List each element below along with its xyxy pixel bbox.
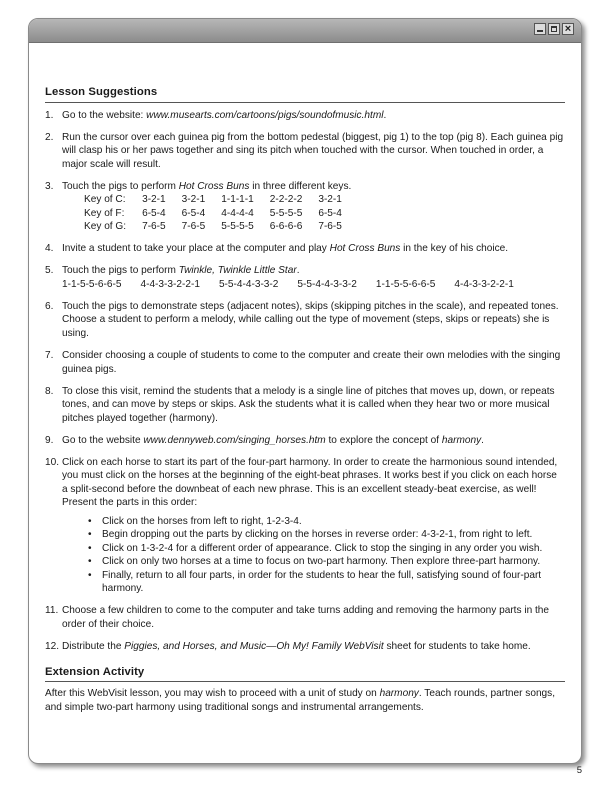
window-controls <box>534 23 574 35</box>
page-number: 5 <box>576 765 582 776</box>
list-item: 4. Invite a student to take your place at the computer and play Hot Cross Buns in the key of his choice. <box>45 243 509 255</box>
list-item: 6. Touch the pigs to demonstrate steps (adjacent notes), skips (skipping pitches in the scale), and repeated tones. Choose a student to perform a melody, while calling out the type of movement (steps, skips or repeats) she is using. <box>45 300 559 339</box>
window-frame <box>28 18 582 764</box>
extension-activity-heading: Extension Activity <box>45 666 565 683</box>
list-item: 11. Choose a few children to come to the computer and take turns adding and removing the harmony parts in the order of their choice. <box>45 605 550 630</box>
lesson-list <box>45 109 565 654</box>
song-title: Hot Cross Buns <box>178 180 250 192</box>
twinkle-phrases: 1-1-5-5-6-6-5 4-4-3-3-2-2-1 5-5-4-4-3-3-2 5-5-4-4-3-3-2 1-1-5-5-6-6-5 4-4-3-3-2-2-1 <box>62 278 514 290</box>
page-content <box>29 43 581 714</box>
song-title: Hot Cross Buns <box>329 243 401 255</box>
table-row: Key of C: 3-2-1 3-2-1 1-1-1-1 2-2-2-2 3-2-1 <box>84 194 342 206</box>
lesson-suggestions-heading: Lesson Suggestions <box>45 86 565 103</box>
extension-text: After this WebVisit lesson, you may wish to proceed with a unit of study on harmony. Teach rounds, partner songs, and simple two-part harmony using traditional songs and instrumental arrangements. <box>45 688 556 713</box>
bullet-item: • Finally, return to all four parts, in order for the students to hear the full, satisfying sound of four-part harmony. <box>88 569 565 596</box>
list-item: 12. Distribute the Piggies, and Horses, and Music—Oh My! Family WebVisit sheet for students to take home. <box>45 641 531 653</box>
list-item: 3. Touch the pigs to perform Hot Cross Buns in three different keys. Key of C: 3-2-1 3-2-1 1-1-1-1 2-2-2-2 3-2-1 Key of F: 6-5-4 6-5-4 4-4-4-4 5-5-5-5 6-5-4 Key of G: 7-6-5 7-6-5 5-5-5-5 6-6-6-6 7-6-5 <box>45 180 565 234</box>
song-title: Twinkle, Twinkle Little Star <box>178 265 297 277</box>
list-item: 8. To close this visit, remind the students that a melody is a single line of pitches that moves up, down, or repeats tones, and can move by steps or skips. Ask the students what it is called when they hear two or more musical pitches played together (harmony). <box>45 385 555 424</box>
list-item: 2. Run the cursor over each guinea pig from the bottom pedestal (biggest, pig 1) to the top (pig 8). Each guinea pig will clasp his or her paws together and sing its pitch when touched with the cursor. When touched in order, a major scale will result. <box>45 131 564 170</box>
term-harmony: harmony <box>379 688 419 700</box>
close-icon[interactable]: × <box>562 23 574 35</box>
table-row: Key of G: 7-6-5 7-6-5 5-5-5-5 6-6-6-6 7-6-5 <box>84 221 342 233</box>
list-item: 7. Consider choosing a couple of students to come to the computer and create their own melodies with the singing guinea pigs. <box>45 350 561 375</box>
list-item: 1. Go to the website: www.musearts.com/cartoons/pigs/soundofmusic.html. <box>45 109 387 121</box>
key-table <box>84 193 358 234</box>
list-item: 9. Go to the website www.dennyweb.com/singing_horses.htm to explore the concept of harmony. <box>45 434 484 446</box>
bullet-item: • Click on the horses from left to right, 1-2-3-4. <box>88 515 565 529</box>
list-item: 10. Click on each horse to start its part of the four-part harmony. In order to create the harmonious sound intended, you must click on the horses at the beginning of the eight-beat phrases. It works best if you click on each horse a split-second before the downbeat of each new phrase. This is an excellent steady-beat exercise, as well! Present the parts in this order: • Click on the horses from left to right, 1-2-3-4. • Begin dropping out the parts by clicking on the horses in reverse order: 4-3-2-1, from right to left. • Click on 1-3-2-4 for a different order of appearance. Click to stop the singing in any order you wish. • Click on only two horses at a time to focus on two-part harmony. Then explore three-part harmony. • Finally, return to all four parts, in order for the students to hear the full, satisfying sound of four-part harmony. <box>45 456 565 596</box>
bullet-item: • Click on 1-3-2-4 for a different order of appearance. Click to stop the singing in any order you wish. <box>88 542 565 556</box>
term-harmony: harmony <box>441 434 482 446</box>
horse-order-list <box>62 515 565 596</box>
title-bar <box>29 19 581 43</box>
minimize-icon[interactable] <box>534 23 546 35</box>
musearts-link[interactable]: www.musearts.com/cartoons/pigs/soundofmusic.html <box>146 109 384 121</box>
dennyweb-link[interactable]: www.dennyweb.com/singing_horses.htm <box>143 434 326 446</box>
maximize-icon[interactable] <box>548 23 560 35</box>
bullet-item: • Click on only two horses at a time to focus on two-part harmony. Then explore three-part harmony. <box>88 555 565 569</box>
list-item: 5. Touch the pigs to perform Twinkle, Twinkle Little Star. 1-1-5-5-6-6-5 4-4-3-3-2-2-1 5-5-4-4-3-3-2 5-5-4-4-3-3-2 1-1-5-5-6-6-5 4-4-3-3-2-2-1 <box>45 264 565 291</box>
bullet-item: • Begin dropping out the parts by clicking on the horses in reverse order: 4-3-2-1, from right to left. <box>88 528 565 542</box>
table-row: Key of F: 6-5-4 6-5-4 4-4-4-4 5-5-5-5 6-5-4 <box>84 207 342 219</box>
handout-title: Piggies, and Horses, and Music—Oh My! Family WebVisit <box>124 641 384 653</box>
